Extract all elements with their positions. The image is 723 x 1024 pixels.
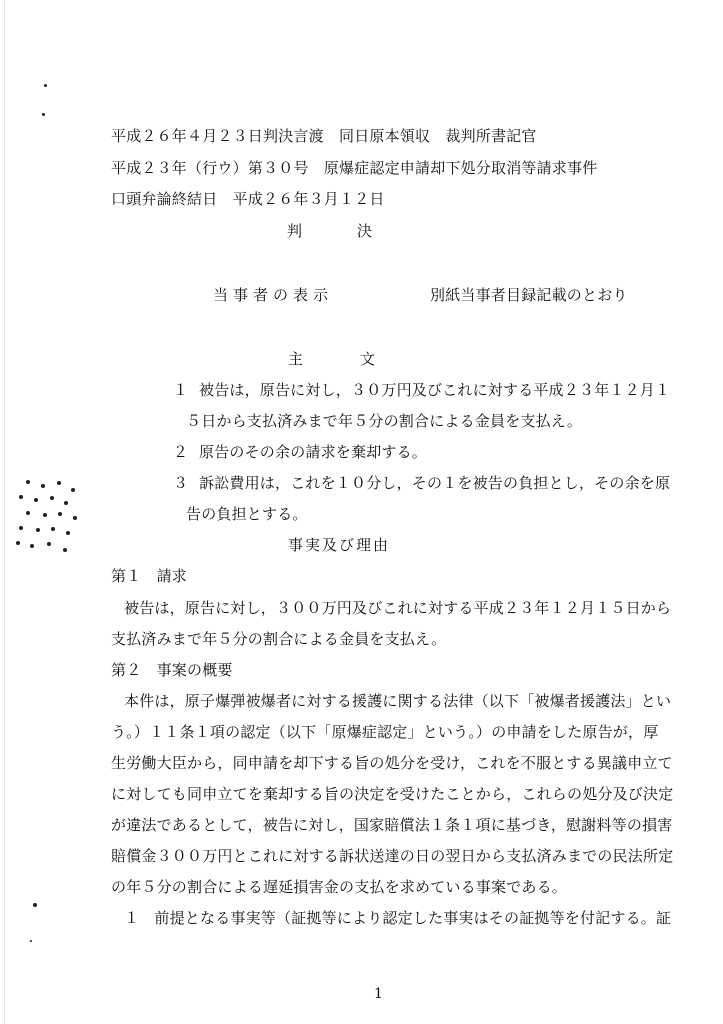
dot-mark — [26, 480, 30, 484]
header-line-1: 平成２６年４月２３日判決言渡 同日原本領収 裁判所書記官 — [111, 127, 537, 145]
dot-mark — [73, 516, 77, 520]
section-2-line-7: の年５分の割合による遅延損害金の支払を求めている事案である。 — [111, 878, 568, 896]
dot-mark — [47, 542, 51, 546]
scan-speck — [30, 940, 32, 942]
main-title-left: 主 — [288, 350, 304, 368]
main-item-3-number: ３ — [173, 474, 189, 492]
section-2-line-2: う。）１１条１項の認定（以下「原爆症認定」という。）の申請をした原告が，厚 — [111, 723, 659, 741]
dot-mark — [19, 495, 23, 499]
dot-mark — [34, 498, 38, 502]
dot-mark — [66, 531, 70, 535]
dot-mark — [30, 544, 34, 548]
page-number: 1 — [374, 986, 384, 1002]
scan-speck — [44, 84, 47, 87]
dot-mark — [50, 496, 54, 500]
scan-speck — [33, 903, 37, 907]
main-item-2-text: 原告のその余の請求を棄却する。 — [199, 443, 428, 461]
dot-mark — [41, 484, 45, 488]
section-2-line-4: に対しても同申立てを棄却する旨の決定を受けたことから，これらの処分及び決定 — [111, 785, 674, 803]
section-2-line-5: が違法であるとして，被告に対し，国家賠償法１条１項に基づき，慰謝料等の損害 — [111, 816, 673, 834]
section-2-heading: 第２ 事案の概要 — [111, 661, 233, 679]
section-2-line-1: 本件は，原子爆弾被爆者に対する援護に関する法律（以下「被爆者援護法」とい — [124, 692, 672, 710]
main-item-1-text-continued: ５日から支払済みまで年５分の割合による金員を支払え。 — [186, 412, 583, 430]
main-item-3-text: 訴訟費用は，これを１０分し，その１を被告の負担とし，その余を原 — [199, 474, 671, 492]
header-line-3: 口頭弁論終結日 平成２６年３月１２日 — [111, 190, 385, 208]
section-2-line-3: 生労働大臣から，同申請を却下する旨の処分を受け，これを不服とする異議申立て — [111, 754, 673, 772]
dot-mark — [58, 512, 62, 516]
dot-mark — [36, 528, 40, 532]
dot-mark — [51, 527, 55, 531]
dot-mark — [26, 511, 30, 515]
parties-label: 当事者の表示 — [213, 286, 334, 304]
main-item-3-text-continued: 告の負担とする。 — [186, 505, 308, 523]
main-item-1-number: １ — [173, 381, 189, 399]
dot-mark — [57, 481, 61, 485]
judgment-title-right: 決 — [357, 222, 373, 240]
section-1-line-2: 支払済みまで年５分の割合による金員を支払え。 — [111, 630, 447, 648]
section-2-line-6: 賠償金３００万円とこれに対する訴状送達の日の翌日から支払済みまでの民法所定 — [111, 847, 674, 865]
dot-mark — [63, 548, 67, 552]
judgment-title-left: 判 — [287, 222, 303, 240]
section-1-heading: 第１ 請求 — [111, 567, 188, 585]
main-item-1-text: 被告は，原告に対し，３０万円及びこれに対する平成２３年１２月１ — [199, 381, 671, 399]
main-title-right: 文 — [360, 350, 376, 368]
main-item-2-number: ２ — [173, 443, 189, 461]
section-1-line-1: 被告は，原告に対し，３００万円及びこれに対する平成２３年１２月１５日から — [124, 599, 672, 617]
scan-edge — [4, 0, 5, 1024]
parties-value: 別紙当事者目録記載のとおり — [430, 286, 628, 304]
reasons-title: 事実及び理由 — [288, 536, 391, 554]
dot-mark — [64, 501, 68, 505]
dot-mark — [16, 541, 20, 545]
scan-speck — [42, 113, 45, 116]
subsection-1-line: １ 前提となる事実等（証拠等により認定した事実はその証拠等を付記する。証 — [124, 909, 672, 927]
header-line-2: 平成２３年（行ウ）第３０号 原爆症認定申請却下処分取消等請求事件 — [111, 159, 598, 177]
dot-mark — [43, 513, 47, 517]
dot-mark — [19, 526, 23, 530]
dot-mark — [71, 488, 75, 492]
